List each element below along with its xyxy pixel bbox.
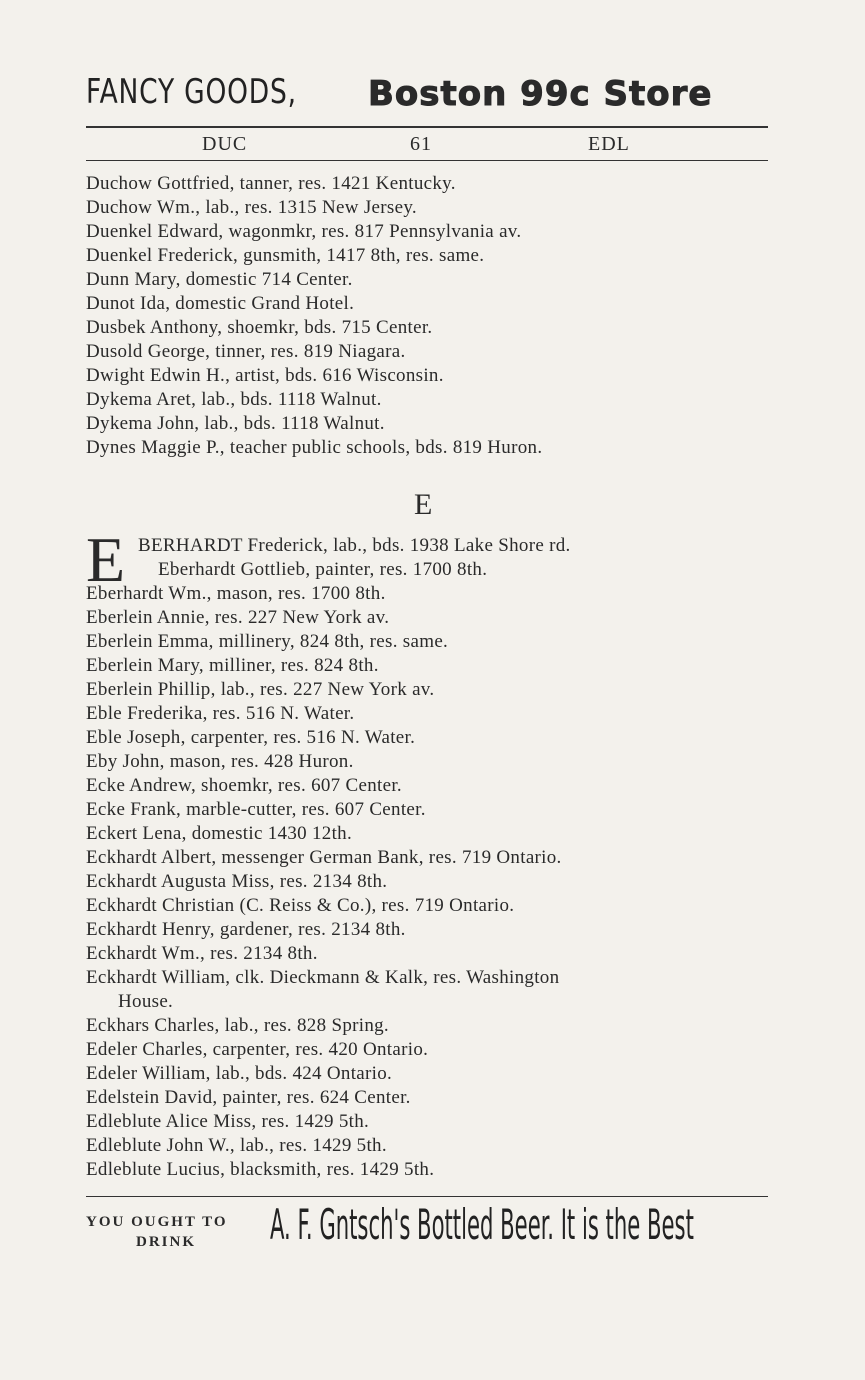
directory-entry: Eckhardt Augusta Miss, res. 2134 8th. (86, 871, 388, 892)
header-advertisement (86, 72, 776, 122)
directory-entry: Eckhardt Wm., res. 2134 8th. (86, 943, 318, 964)
directory-entry: Eberhardt Wm., mason, res. 1700 8th. (86, 583, 386, 604)
directory-entry: Edeler Charles, carpenter, res. 420 Ontario. (86, 1039, 429, 1060)
directory-entry: Ecke Andrew, shoemkr, res. 607 Center. (86, 775, 402, 796)
directory-entry: Dunot Ida, domestic Grand Hotel. (86, 293, 355, 314)
directory-entry: Edleblute Lucius, blacksmith, res. 1429 5th. (86, 1159, 435, 1180)
running-head-left: DUC (202, 133, 248, 155)
header-ad-store-name: Boston 99c Store (368, 74, 713, 114)
directory-entry: Eble Joseph, carpenter, res. 516 N. Water. (86, 727, 416, 748)
directory-entry: BERHARDT Frederick, lab., bds. 1938 Lake Shore rd. (138, 535, 571, 556)
directory-entry: Duenkel Edward, wagonmkr, res. 817 Pennsylvania av. (86, 221, 522, 242)
footer-ad-lead (86, 1212, 266, 1252)
directory-entry: Eberhardt Gottlieb, painter, res. 1700 8th. (158, 559, 488, 580)
directory-entry: Dunn Mary, domestic 714 Center. (86, 269, 353, 290)
directory-entry: Eberlein Emma, millinery, 824 8th, res. same. (86, 631, 449, 652)
footer-ad-slogan: A. F. Gntsch's Bottled Beer. It is the Best (270, 1200, 694, 1249)
header-rule-bottom (86, 160, 768, 161)
drop-cap: E (86, 524, 126, 595)
directory-entry: Eckert Lena, domestic 1430 12th. (86, 823, 353, 844)
footer-ad-lead-line2: DRINK (136, 1234, 197, 1250)
directory-entry: Dynes Maggie P., teacher public schools, bds. 819 Huron. (86, 437, 543, 458)
section-heading-letter: E (414, 488, 433, 521)
directory-entry: Eberlein Phillip, lab., res. 227 New York av. (86, 679, 435, 700)
running-head-right: EDL (588, 133, 630, 155)
directory-entry: Eckhardt William, clk. Dieckmann & Kalk, res. Washington (86, 967, 560, 988)
directory-entry: Dusbek Anthony, shoemkr, bds. 715 Center. (86, 317, 433, 338)
footer-ad-lead-line1: YOU OUGHT TO (86, 1214, 228, 1230)
directory-entry: Dykema Aret, lab., bds. 1118 Walnut. (86, 389, 382, 410)
directory-entry: Dykema John, lab., bds. 1118 Walnut. (86, 413, 385, 434)
page-number: 61 (410, 133, 432, 155)
directory-entry: Eckhars Charles, lab., res. 828 Spring. (86, 1015, 389, 1036)
entries-e-list (86, 524, 776, 1182)
directory-entry: Edelstein David, painter, res. 624 Center. (86, 1087, 411, 1108)
directory-entry: Edeler William, lab., bds. 424 Ontario. (86, 1063, 393, 1084)
directory-entry: Duenkel Frederick, gunsmith, 1417 8th, res. same. (86, 245, 485, 266)
directory-entry: Eberlein Annie, res. 227 New York av. (86, 607, 390, 628)
directory-entry-continuation: House. (118, 991, 174, 1012)
directory-entry: Duchow Gottfried, tanner, res. 1421 Kentucky. (86, 173, 456, 194)
directory-entry: Ecke Frank, marble-cutter, res. 607 Center. (86, 799, 426, 820)
directory-entry: Duchow Wm., lab., res. 1315 New Jersey. (86, 197, 417, 218)
directory-entry: Dwight Edwin H., artist, bds. 616 Wisconsin. (86, 365, 444, 386)
header-ad-fancy-goods: FANCY GOODS, (86, 72, 297, 112)
directory-entry: Edleblute Alice Miss, res. 1429 5th. (86, 1111, 370, 1132)
header-rule-top (86, 126, 768, 128)
directory-entry: Eckhardt Henry, gardener, res. 2134 8th. (86, 919, 406, 940)
footer-rule (86, 1196, 768, 1197)
directory-entry: Eckhardt Christian (C. Reiss & Co.), res. 719 Ontario. (86, 895, 515, 916)
directory-entry: Dusold George, tinner, res. 819 Niagara. (86, 341, 406, 362)
directory-entry: Eble Frederika, res. 516 N. Water. (86, 703, 355, 724)
directory-entry: Eby John, mason, res. 428 Huron. (86, 751, 354, 772)
directory-entry: Edleblute John W., lab., res. 1429 5th. (86, 1135, 387, 1156)
directory-entry: Eckhardt Albert, messenger German Bank, res. 719 Ontario. (86, 847, 562, 868)
footer-advertisement (86, 1200, 776, 1270)
entries-d-list (86, 172, 776, 460)
directory-entry: Eberlein Mary, milliner, res. 824 8th. (86, 655, 379, 676)
